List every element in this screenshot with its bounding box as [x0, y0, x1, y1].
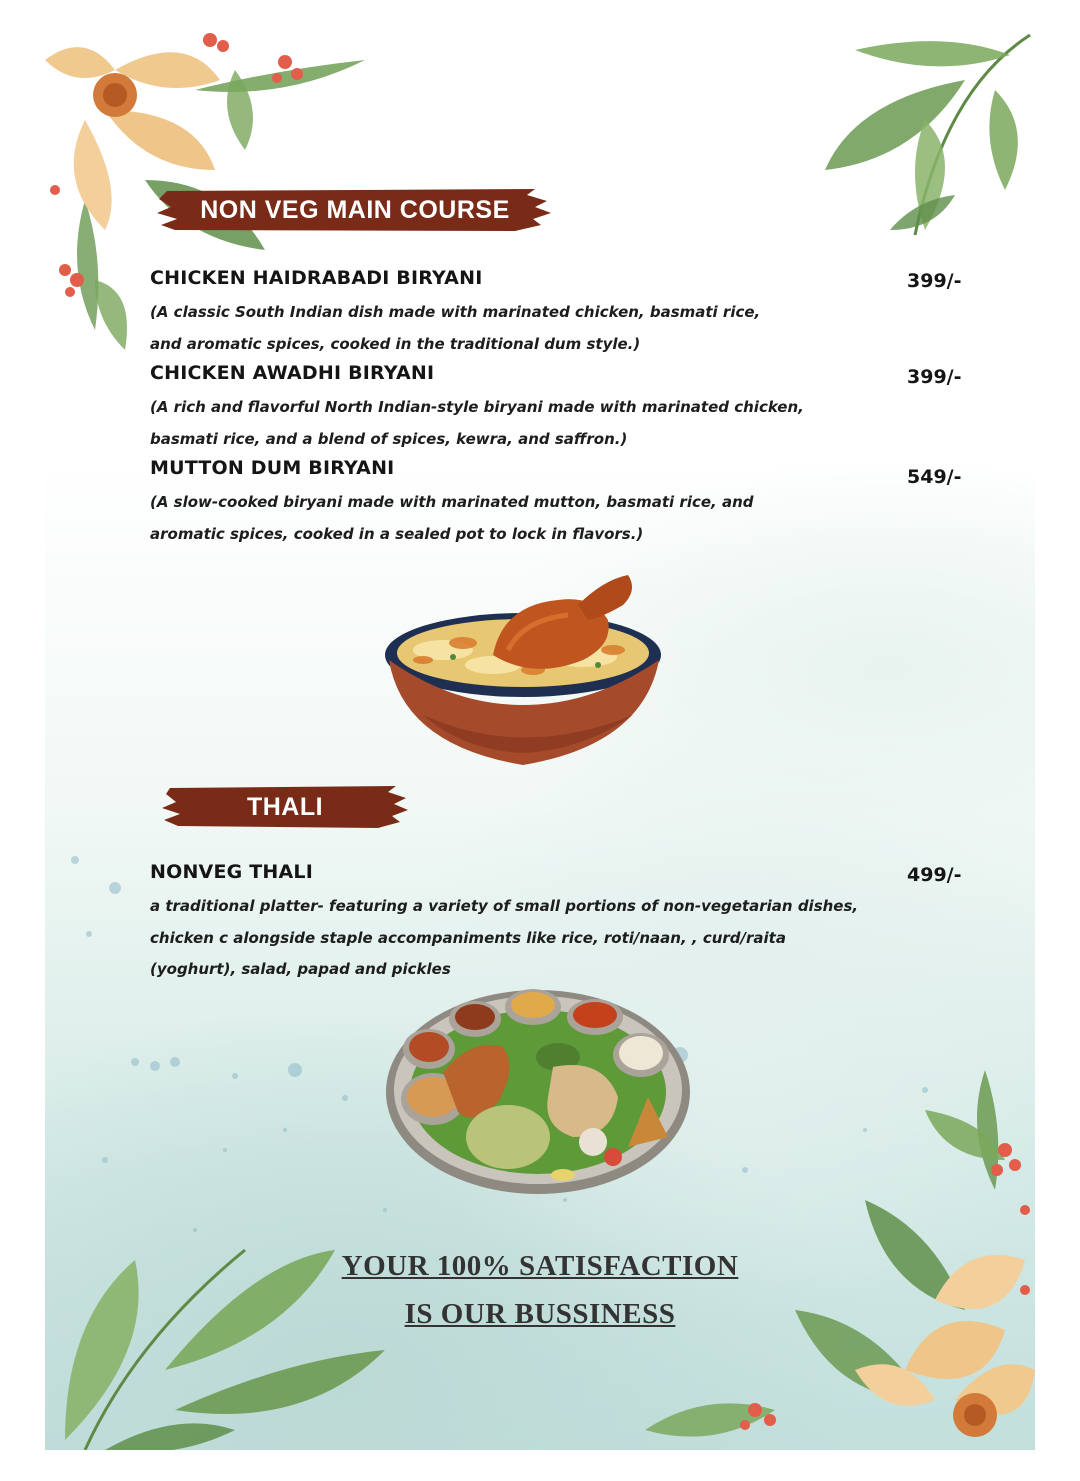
description-line: (A rich and flavorful North Indian-style biryani made with marinated chicken, [150, 398, 804, 416]
top-right-leaves-decoration [795, 30, 1035, 240]
menu-item-description [150, 487, 850, 550]
biryani-bowl-image [383, 565, 673, 770]
description-line: basmati rice, and a blend of spices, kewra, and saffron.) [150, 429, 628, 448]
thali-section-title: THALI [246, 792, 324, 821]
footer-slogan-line1: YOUR 100% SATISFACTION [341, 1250, 739, 1282]
menu-item-price: 549/- [907, 466, 962, 488]
menu-item-price: 399/- [907, 366, 962, 388]
description-line: and aromatic spices, cooked in the traditional dum style.) [150, 334, 641, 353]
menu-item-name: CHICKEN HAIDRABADI BIRYANI [150, 267, 483, 289]
menu-item-name: MUTTON DUM BIRYANI [150, 457, 395, 479]
thali-section-banner [160, 782, 410, 832]
menu-item-description [150, 392, 850, 455]
menu-item-description [150, 891, 910, 986]
description-line: chicken c alongside staple accompaniments like rice, roti/naan, , curd/raita [150, 928, 786, 947]
menu-item-description [150, 297, 850, 360]
footer-slogan-line2: IS OUR BUSSINESS [404, 1298, 676, 1330]
menu-item-price: 499/- [907, 864, 962, 886]
menu-item-name: CHICKEN AWADHI BIRYANI [150, 362, 435, 384]
description-line: (A classic South Indian dish made with marinated chicken, basmati rice, [150, 303, 761, 321]
description-line: (A slow-cooked biryani made with marinated mutton, basmati rice, and [150, 493, 754, 511]
menu-item-name: NONVEG THALI [150, 861, 313, 883]
description-line: (yoghurt), salad, papad and pickles [150, 960, 451, 978]
menu-item-price: 399/- [907, 270, 962, 292]
menu-page [45, 30, 1035, 1450]
nonveg-thali-plate-image [383, 987, 693, 1197]
nonveg-section-banner [155, 185, 555, 235]
nonveg-section-title: NON VEG MAIN COURSE [200, 195, 510, 224]
description-line: a traditional platter- featuring a variety of small portions of non-vegetarian dishes, [150, 897, 859, 915]
description-line: aromatic spices, cooked in a sealed pot to lock in flavors.) [150, 524, 644, 543]
